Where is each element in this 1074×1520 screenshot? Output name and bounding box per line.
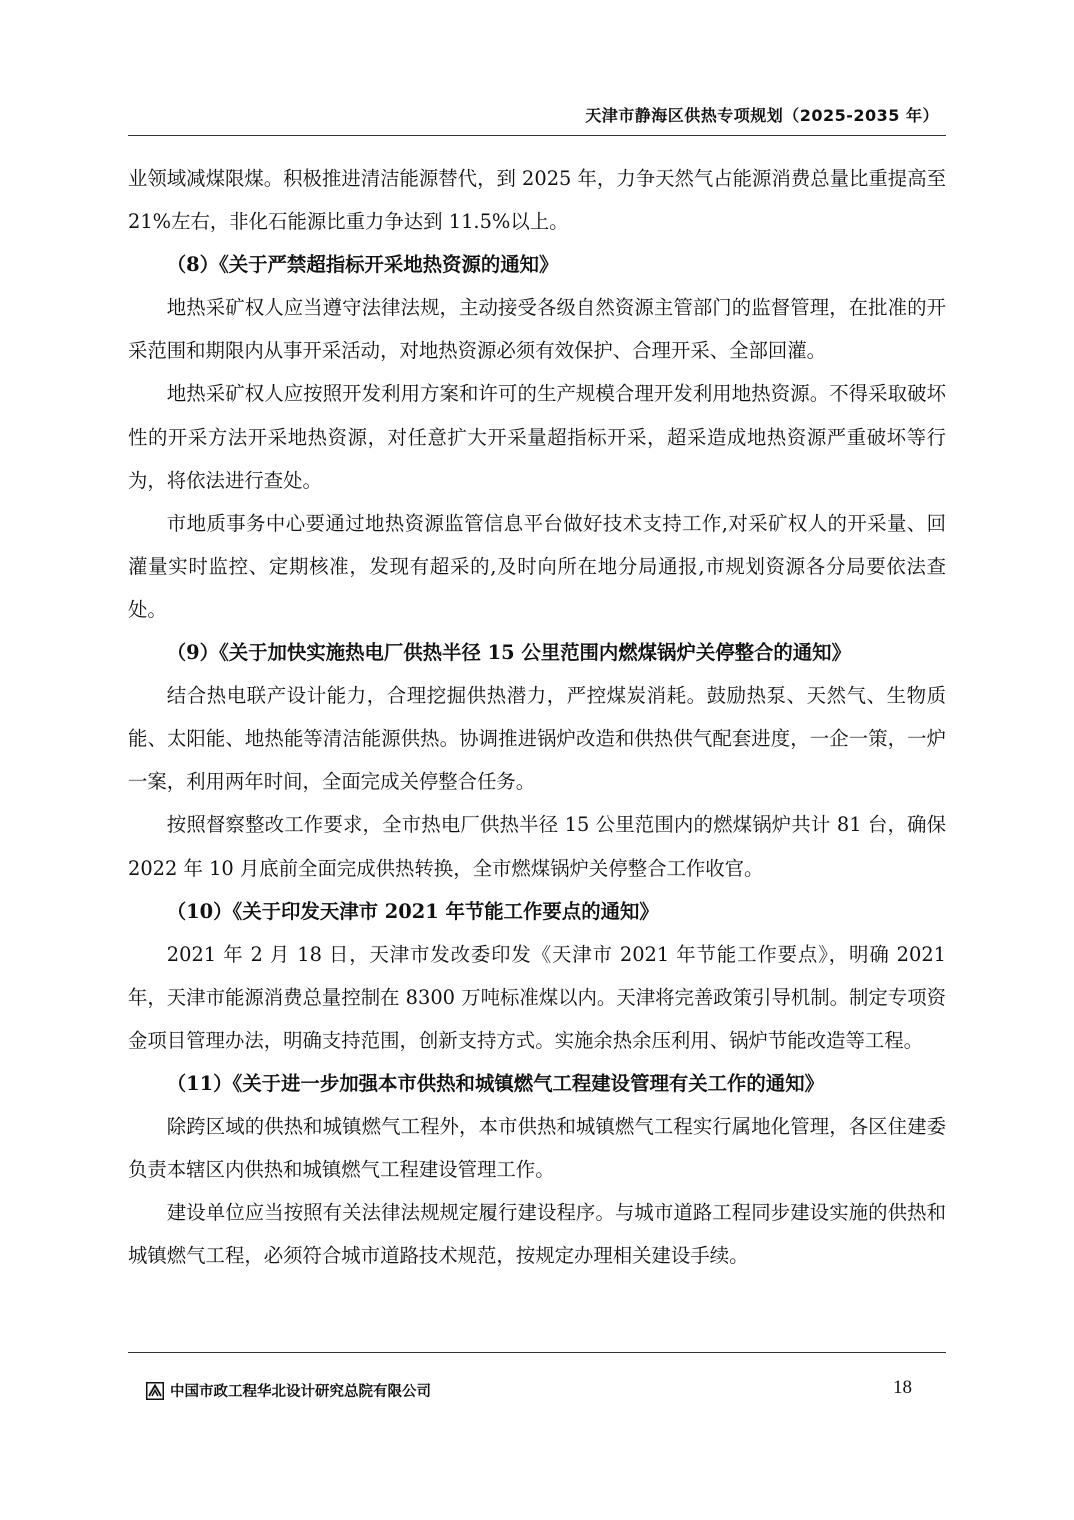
- section-9-heading: （9）《关于加快实施热电厂供热半径 15 公里范围内燃煤锅炉关停整合的通知》: [166, 641, 851, 665]
- section-8-paragraph-3: 市地质事务中心要通过地热资源监管信息平台做好技术支持工作,对采矿权人的开采量、回灌量实时监控、定期核准，发现有超采的,及时向所在地分局通报,市规划资源各分局要依法查处。: [128, 511, 946, 621]
- section-9-paragraph-1: 结合热电联产设计能力，合理挖掘供热潜力，严控煤炭消耗。鼓励热泵、天然气、生物质能、太阳能、地热能等清洁能源供热。协调推进锅炉改造和供热供气配套进度，一企一策，一炉一案，利用两年时间，全面完成关停整合任务。: [128, 684, 946, 794]
- company-logo-icon: [146, 1382, 164, 1400]
- section-10-heading: （10）《关于印发天津市 2021 年节能工作要点的通知》: [166, 899, 659, 923]
- footer-company-name: 中国市政工程华北设计研究总院有限公司: [170, 1384, 431, 1400]
- footer-divider: [128, 1352, 946, 1353]
- continued-paragraph: 业领域减煤限煤。积极推进清洁能源替代，到 2025 年，力争天然气占能源消费总量比重提高至 21%左右，非化石能源比重力争达到 11.5%以上。: [128, 167, 946, 234]
- header-divider: [128, 135, 946, 136]
- section-11-paragraph-2: 建设单位应当按照有关法律法规规定履行建设程序。与城市道路工程同步建设实施的供热和城镇燃气工程，必须符合城市道路技术规范，按规定办理相关建设手续。: [128, 1201, 946, 1268]
- page-header-title: 天津市静海区供热专项规划（2025-2035 年）: [585, 106, 939, 125]
- section-8-paragraph-2: 地热采矿权人应按照开发利用方案和许可的生产规模合理开发利用地热资源。不得采取破坏性的开采方法开采地热资源，对任意扩大开采量超指标开采，超采造成地热资源严重破坏等行为，将依法进行查处。: [128, 382, 946, 492]
- footer-company: [146, 1380, 431, 1401]
- section-8-paragraph-1: 地热采矿权人应当遵守法律法规，主动接受各级自然资源主管部门的监督管理，在批准的开采范围和期限内从事开采活动，对地热资源必须有效保护、合理开采、全部回灌。: [128, 296, 946, 363]
- page-number: 18: [893, 1377, 912, 1398]
- section-11-paragraph-1: 除跨区域的供热和城镇燃气工程外，本市供热和城镇燃气工程实行属地化管理，各区住建委负责本辖区内供热和城镇燃气工程建设管理工作。: [128, 1115, 946, 1182]
- section-11-heading: （11）《关于进一步加强本市供热和城镇燃气工程建设管理有关工作的通知》: [166, 1071, 824, 1095]
- section-9-paragraph-2: 按照督察整改工作要求，全市热电厂供热半径 15 公里范围内的燃煤锅炉共计 81 台，确保 2022 年 10 月底前全面完成供热转换，全市燃煤锅炉关停整合工作收官。: [128, 813, 946, 880]
- document-body: [128, 157, 946, 1277]
- section-10-paragraph-1: 2021 年 2 月 18 日，天津市发改委印发《天津市 2021 年节能工作要点》，明确 2021 年，天津市能源消费总量控制在 8300 万吨标准煤以内。天津将完善政策引导机制。制定专项资金项目管理办法，明确支持范围，创新支持方式。实施余热余压利用、锅炉节能改造等工程。: [128, 942, 946, 1052]
- section-8-heading: （8）《关于严禁超指标开采地热资源的通知》: [166, 253, 559, 277]
